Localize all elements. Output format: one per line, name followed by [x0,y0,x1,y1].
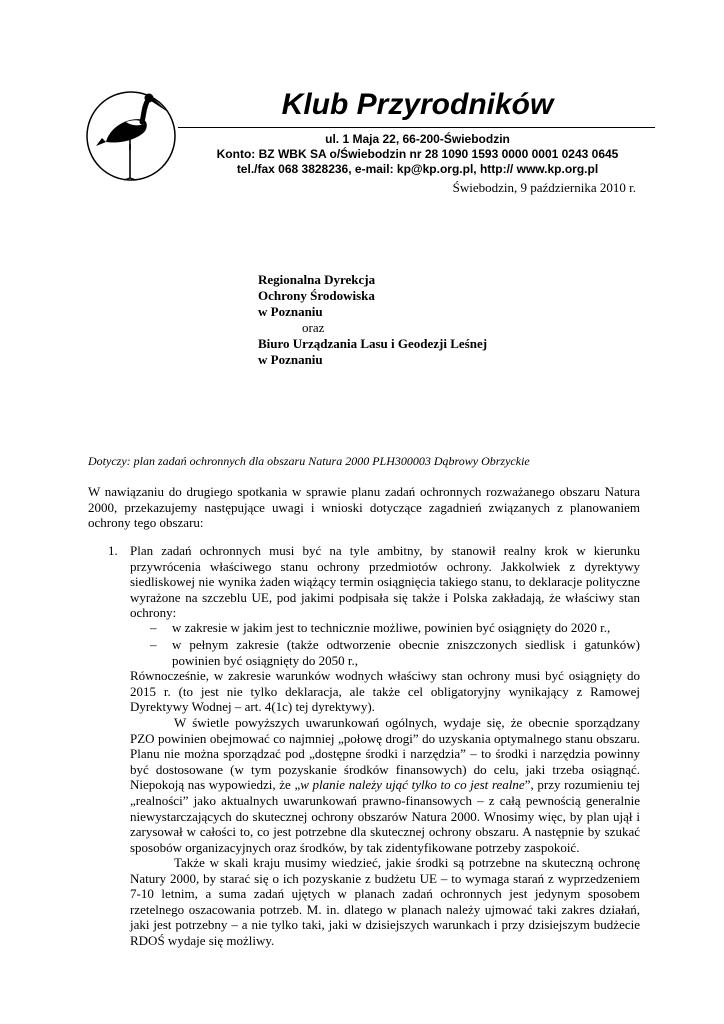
letter-date: Świebodzin, 9 października 2010 r. [452,180,636,195]
bank-account: Konto: BZ WBK SA o/Świebodzin nr 28 1090 1593 0000 0001 0243 0645 [216,147,619,161]
bullet-item: w pełnym zakresie (także odtworzenie obecnie zniszczonych siedlisk i gatunków) powinien być osiągnięty do 2050 r., [172,637,640,668]
recipient-connector: oraz [302,320,325,335]
recipient-line: Biuro Urządzania Lasu i Geodezji Leśnej [258,336,488,351]
list-number: 1. [108,543,118,558]
quoted-phrase: w planie należy ująć tylko to co jest realne [300,777,525,793]
club-address: ul. 1 Maja 22, 66-200-Świebodzin [325,132,510,146]
club-title: Klub Przyrodników [281,88,554,121]
subject-line: Dotyczy: plan zadań ochronnych dla obszaru Natura 2000 PLH300003 Dąbrowy Obrzyckie [88,454,530,468]
paragraph-text: W świetle powyższych uwarunkowań ogólnych, wydaje się, że obecnie sporządzany PZO powinien obejmować co najmniej „połowę drogi” do uzyskania optymalnego stanu obszaru. Planu nie można sporządzać pod „dostępne środki i narzędzia” – to środki i narzędzia powinny być dostosowane (w tym pozyskanie środków finansowych) do celu, jaki trzeba osiągnąć. Niepokoją nas wypowiedzi, że „ [130,715,640,793]
recipient-line: Ochrony Środowiska [258,288,375,303]
plan-scope-paragraph [130,715,640,855]
national-scale-paragraph: Także w skali kraju musimy wiedzieć, jakie środki są potrzebne na skuteczną ochronę Natury 2000, by starać się o ich pozyskanie z budżetu UE – to wymaga starań z wyprzedzeniem 7-10 letnim, a suma zadań ujętych w planach zadań ochronnych jest jedynym sposobem rzetelnego oszacowania potrzeb. M. in. dlatego w planach należy ujmować taki zakres działań, jaki jest potrzebny – a nie tylko taki, jaki w dzisiejszych warunkach i przy dzisiejszym budżecie RDOŚ wydaje się możliwy. [130,855,640,948]
paragraph-text: ”, przy rozumieniu tej „realności” jako aktualnych uwarunkowań prawno-finansowych – z całą pewnością generalnie niewystarczających do skutecznej ochrony obszarów Natura 2000. Wnosimy więc, by plan ujął i zarysował w całości to, co jest potrzebne dla skutecznej ochrony obszaru. A następnie by szukać sposobów organizacyjnych oraz środków, by tak zidentyfikowane potrzeby zaspokoić. [130,777,640,855]
contact-line: tel./fax 068 3828236, e-mail: kp@kp.org.pl, http:// www.kp.org.pl [236,162,599,176]
point1-paragraph: Plan zadań ochronnych musi być na tyle ambitny, by stanowił realny krok w kierunku przywrócenia właściwego stanu ochrony przedmiotów ochrony. Jakkolwiek z dyrektywy siedliskowej nie wynika żaden wiążący termin osiągnięcia takiego stanu, to deklaracje polityczne wyrażone na szczeblu UE, pod jakimi podpisała się także i Polska zakładają, że właściwy stan ochrony: [130,543,640,621]
dash-bullet: – [150,620,157,635]
header-divider [178,127,655,128]
stork-logo-icon [86,86,178,186]
recipient-line: w Poznaniu [258,304,323,319]
recipient-line: w Poznaniu [258,352,323,367]
bullet-item: w zakresie w jakim jest to technicznie możliwe, powinien być osiągnięty do 2020 r., [172,620,611,635]
recipient-block [258,272,487,368]
dash-bullet: – [150,637,157,652]
water-conditions-paragraph: Równocześnie, w zakresie warunków wodnych właściwy stan ochrony musi być osiągnięty do 2015 r. (to jest nie tylko deklaracja, ale także cel obligatoryjny wynikający z Ramowej Dyrektywy Wodnej – art. 4(1c) tej dyrektywy). [130,668,640,715]
recipient-line: Regionalna Dyrekcja [258,272,376,287]
intro-paragraph: W nawiązaniu do drugiego spotkania w sprawie planu zadań ochronnych rozważanego obszaru Natura 2000, przekazujemy następujące uwagi i wnioski dotyczące zagadnień związanych z planowaniem ochrony tego obszaru: [88,484,640,531]
